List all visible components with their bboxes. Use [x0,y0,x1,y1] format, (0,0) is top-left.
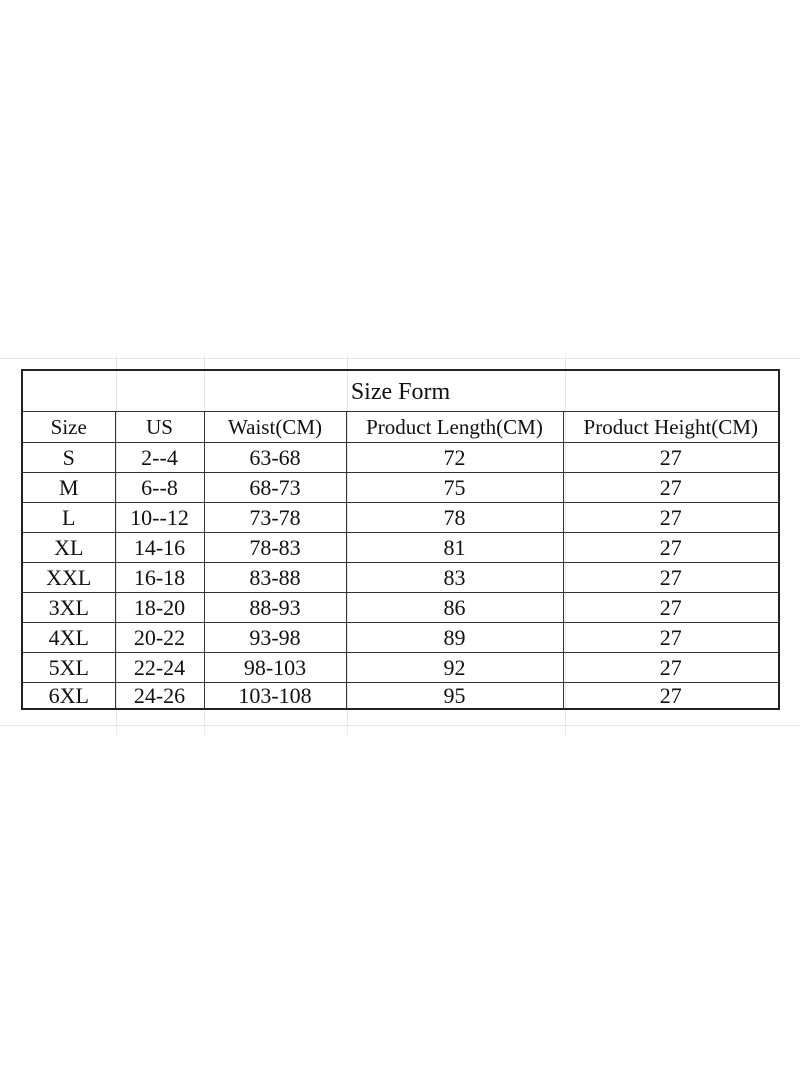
cell-us: 2--4 [115,443,204,473]
cell-size: 6XL [22,683,115,710]
table-row [22,623,779,653]
cell-product-length: 78 [346,503,563,533]
header-product-height: Product Height(CM) [563,412,779,443]
cell-waist: 63-68 [204,443,346,473]
table-row [22,533,779,563]
cell-us: 6--8 [115,473,204,503]
cell-size: S [22,443,115,473]
cell-product-length: 92 [346,653,563,683]
cell-us: 10--12 [115,503,204,533]
cell-product-length: 86 [346,593,563,623]
cell-waist: 78-83 [204,533,346,563]
cell-size: XXL [22,563,115,593]
table-row [22,503,779,533]
cell-product-length: 89 [346,623,563,653]
cell-waist: 68-73 [204,473,346,503]
cell-waist: 73-78 [204,503,346,533]
cell-us: 20-22 [115,623,204,653]
header-row [22,412,779,443]
cell-product-length: 75 [346,473,563,503]
cell-product-height: 27 [563,653,779,683]
cell-waist: 93-98 [204,623,346,653]
cell-us: 22-24 [115,653,204,683]
cell-size: 5XL [22,653,115,683]
cell-size: 3XL [22,593,115,623]
grid-line [0,358,800,359]
cell-us: 18-20 [115,593,204,623]
size-form-table [21,369,780,710]
cell-product-height: 27 [563,623,779,653]
table-row [22,473,779,503]
cell-us: 24-26 [115,683,204,710]
cell-waist: 88-93 [204,593,346,623]
cell-product-length: 81 [346,533,563,563]
cell-us: 14-16 [115,533,204,563]
cell-product-height: 27 [563,473,779,503]
cell-size: M [22,473,115,503]
table-row [22,563,779,593]
cell-product-height: 27 [563,533,779,563]
cell-product-length: 72 [346,443,563,473]
table-row [22,683,779,710]
cell-product-height: 27 [563,503,779,533]
cell-product-length: 83 [346,563,563,593]
cell-waist: 103-108 [204,683,346,710]
header-us: US [115,412,204,443]
cell-size: 4XL [22,623,115,653]
header-waist: Waist(CM) [204,412,346,443]
title-row [22,370,779,412]
cell-size: L [22,503,115,533]
cell-product-height: 27 [563,683,779,710]
cell-product-height: 27 [563,563,779,593]
table-row [22,593,779,623]
cell-product-length: 95 [346,683,563,710]
cell-waist: 83-88 [204,563,346,593]
cell-size: XL [22,533,115,563]
cell-us: 16-18 [115,563,204,593]
table-row [22,443,779,473]
cell-product-height: 27 [563,443,779,473]
header-size: Size [22,412,115,443]
cell-product-height: 27 [563,593,779,623]
grid-line [0,725,800,726]
cell-waist: 98-103 [204,653,346,683]
table-row [22,653,779,683]
table-title: Size Form [22,370,779,412]
header-product-length: Product Length(CM) [346,412,563,443]
